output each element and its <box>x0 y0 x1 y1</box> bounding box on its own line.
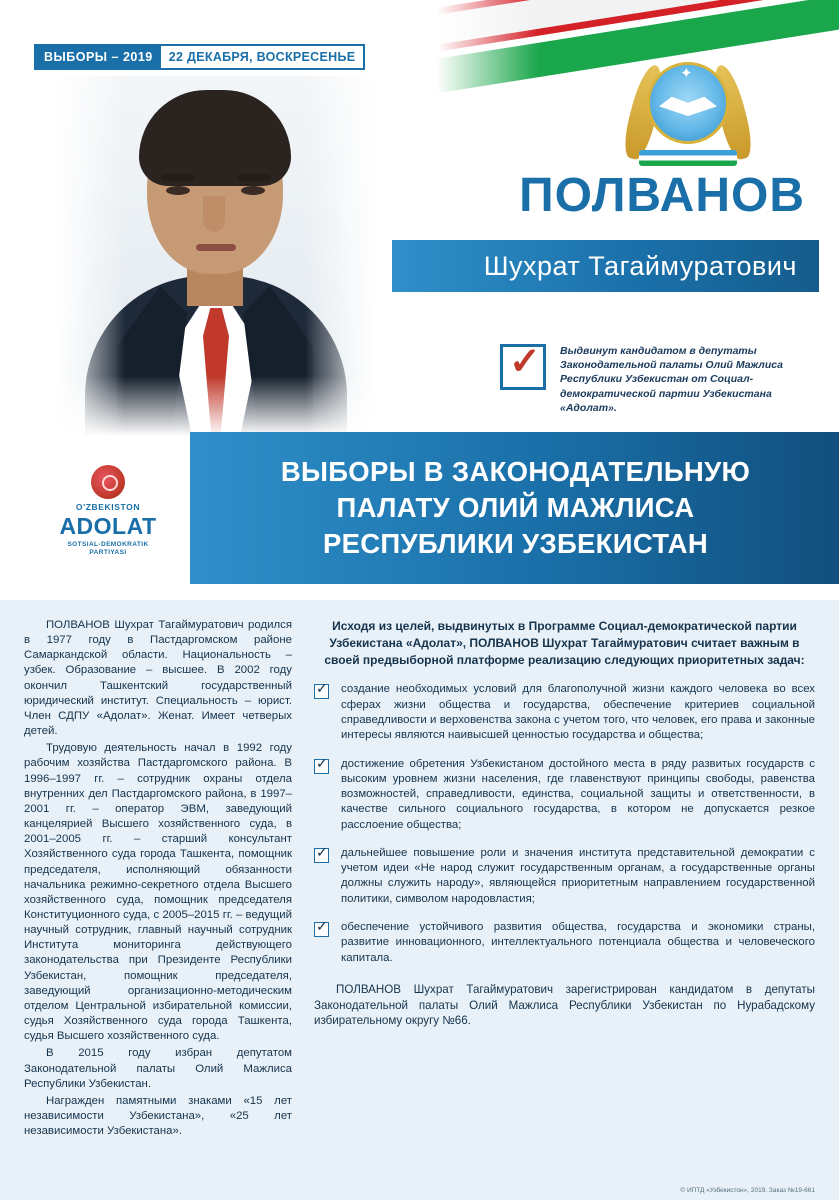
star-icon: ✦ <box>680 65 693 82</box>
headline-line-1: ВЫБОРЫ В ЗАКОНОДАТЕЛЬНУЮ <box>280 455 751 487</box>
eyebrow-left <box>161 174 195 181</box>
nomination-text: Выдвинут кандидатом в депутаты Законодательной палаты Олий Мажлиса Республики Узбекистан от Социал-демократической партии Узбекистана «Адолат». <box>560 345 783 414</box>
task-text: достижение обретения Узбекистаном достойного места в ряду развитых государств с высоким уровнем жизни населения, где главенствуют принципы свободы, равенства возможностей, справедливости, единства, социальной защиты и ответственности, в качестве сильного социального государства, в котором не допускается резкое расслоение общества; <box>341 757 815 831</box>
bio-paragraph: ПОЛВАНОВ Шухрат Тагаймуратович родился в 1977 году в Пастдаргомском районе Самаркандской области. Национальность – узбек. Образование – высшее. В 2002 году окончил Ташкентский государственный юридический институт. Специальность – юрист. Член СДПУ «Адолат». Женат. Имеет четверых детей. <box>24 619 292 738</box>
biography-column <box>24 618 292 1200</box>
bio-paragraph: Награжден памятными знаками «15 лет независимости Узбекистана», «25 лет независимости Узбекистана». <box>24 1094 292 1138</box>
nose <box>203 196 225 232</box>
photo-fade-bottom <box>55 376 375 436</box>
platform-task-item <box>314 920 815 966</box>
task-checkbox-icon <box>314 922 329 937</box>
checkmark-icon: ✓ <box>509 341 541 383</box>
party-logo-sub2: PARTIYASI <box>89 548 127 556</box>
task-checkbox-icon <box>314 684 329 699</box>
candidate-given-name: Шухрат Тагаймуратович <box>483 250 797 281</box>
platform-column <box>314 618 815 1200</box>
party-logo-top: O'ZBEKISTON <box>75 501 141 512</box>
mouth <box>196 244 236 251</box>
flag-fade-overlay <box>419 0 539 160</box>
eyebrow-right <box>237 174 271 181</box>
imprint-note: © ИПТД «Узбекистон», 2019. Заказ №19-661 <box>680 1187 815 1194</box>
bio-paragraph: Трудовую деятельность начал в 1992 году рабочим хозяйства Пастдаргомского района. В 1996–1997 гг. – сотрудник охраны отдела внутренних дел Пастдаргомского района, в 1997–2001 гг. – оператор ЭВМ, заведующий канцелярией Высшего хозяйственного суда, в 2001–2005 гг. – старший консультант Хозяйственного суда города Ташкента, помощник председателя, исполняющий обязанности начальника режимно-секретного отдела Высшего хозяйственного суда, помощник председателя Конституционного суда, с 2005–2015 гг. – ведущий научный сотрудник, главный научный сотрудник Института мониторинга действующего законодательства при Президенте Республики Узбекистан, помощник председателя, заведующий организационно-методическим отделом Центральной избирательной комиссии, судья Хозяйственного суда города Ташкента, судья Высшего хозяйственного суда. <box>24 742 292 1043</box>
headline-line-2: ПАЛАТУ ОЛИЙ МАЖЛИСА <box>336 491 695 523</box>
eye-right <box>241 186 265 195</box>
task-text: обеспечение устойчивого развития общества, государства и экономики страны, развитие инновационного, интеллектуального потенциала общества и человеческого капитала. <box>341 921 815 964</box>
platform-task-item <box>314 846 815 907</box>
party-logo-name: ADOLAT <box>59 512 157 539</box>
platform-task-item <box>314 757 815 833</box>
eye-left <box>166 186 190 195</box>
task-checkbox-icon <box>314 759 329 774</box>
nomination-block <box>500 341 820 415</box>
hair <box>139 90 291 186</box>
task-checkbox-icon <box>314 848 329 863</box>
ballot-checkbox-icon <box>500 341 546 390</box>
content-area <box>0 600 839 1200</box>
headline-banner <box>190 432 839 584</box>
platform-intro: Исходя из целей, выдвинутых в Программе Социал-демократической партии Узбекистана «Адолат», ПОЛВАНОВ Шухрат Тагаймуратович считает важным в своей предвыборной платформе реализацию следующих приоритетных задач: <box>324 619 805 667</box>
election-date-label: 22 ДЕКАБРЯ, ВОСКРЕСЕНЬЕ <box>168 50 356 64</box>
rose-icon <box>91 465 125 499</box>
platform-task-item <box>314 682 815 743</box>
bio-paragraph: В 2015 году избран депутатом Законодательной палаты Олий Мажлиса Республики Узбекистан. <box>24 1047 292 1090</box>
party-logo <box>44 462 172 558</box>
registration-note: ПОЛВАНОВ Шухрат Тагаймуратович зарегистрирован кандидатом в депутаты Законодательной палаты Олий Мажлиса Республики Узбекистан по Нурабадскому избирательному округу №66. <box>314 982 815 1028</box>
party-logo-sub1: SOTSIAL-DEMOKRATIK <box>67 540 149 548</box>
task-text: создание необходимых условий для благополучной жизни каждого человека во всех сферах жизни общества и государства, обеспечение критериев социальной справедливости и верховенства закона с учетом того, что человек, его права и законные интересы являются наивысшей ценностью государства и общества; <box>341 683 815 742</box>
task-text: дальнейшее повышение роли и значения института представительной демократии с учетом идеи «Не народ служит государственным органам, а государственные органы должны служить народу», являющейся приоритетным направлением государственной политики, символом народовластия; <box>341 846 815 905</box>
election-year-label: ВЫБОРЫ – 2019 <box>36 46 161 68</box>
candidate-surname: ПОЛВАНОВ <box>519 169 805 222</box>
uzbekistan-emblem-icon <box>633 52 743 170</box>
election-label <box>34 44 365 70</box>
candidate-name-bar <box>392 240 819 292</box>
headline-line-3: РЕСПУБЛИКИ УЗБЕКИСТАН <box>322 528 708 560</box>
emblem-ribbon <box>639 150 737 166</box>
candidate-photo <box>55 76 375 436</box>
